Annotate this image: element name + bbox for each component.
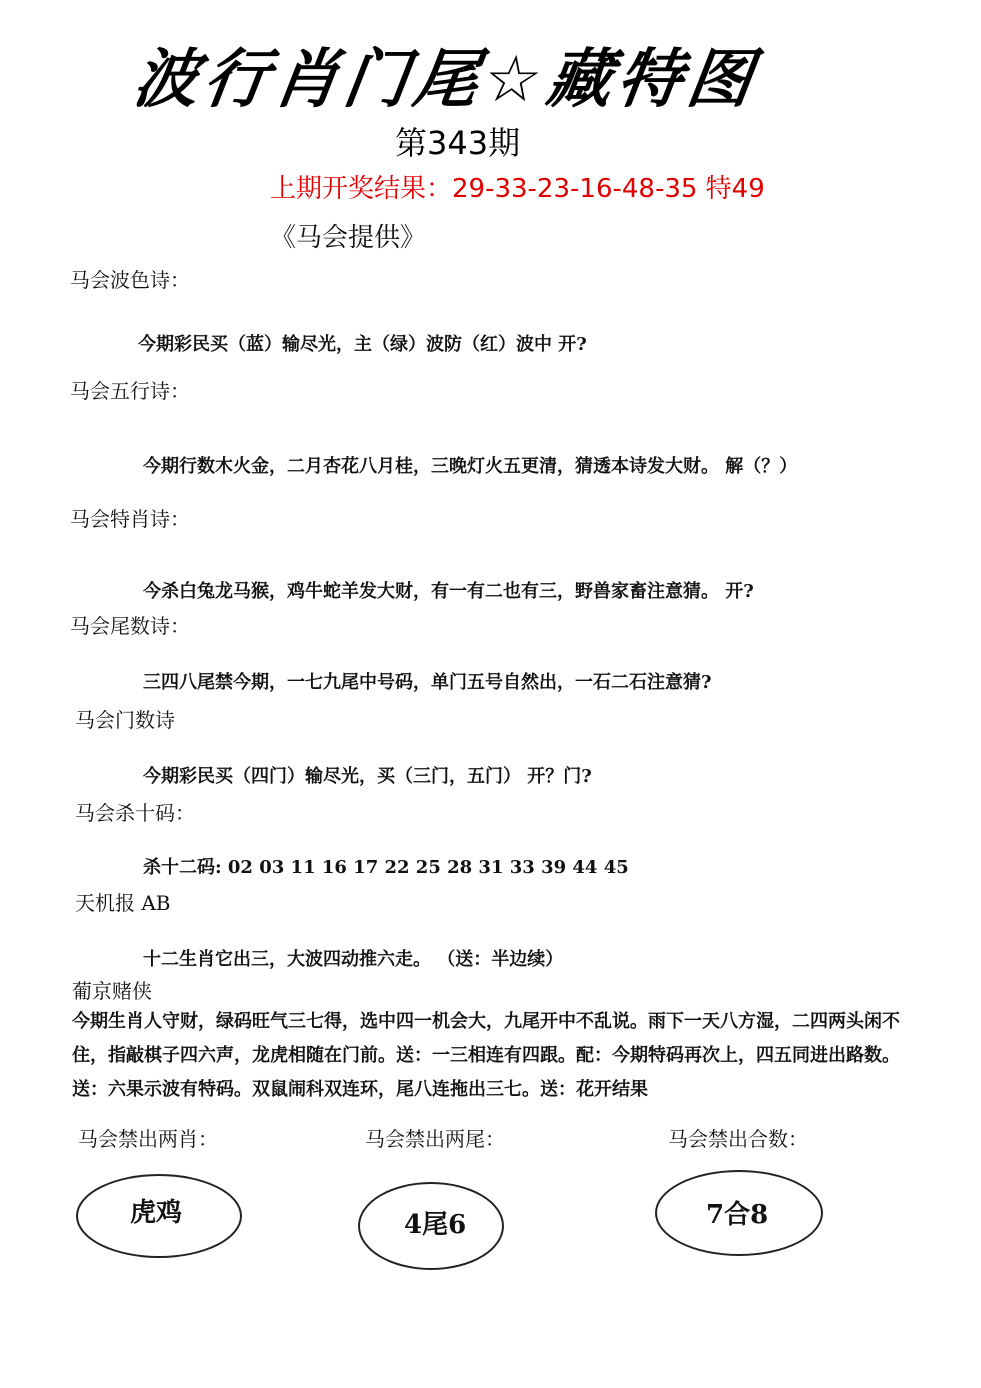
section-text-tianji: 十二生肖它出三，大波四动推六走。 （送：半边续） [143,949,564,970]
section-text-wave-color: 今期彩民买（蓝）输尽光，主（绿）波防（红）波中 开? [138,334,587,355]
banned-zodiac-label: 马会禁出两肖： [78,1127,218,1151]
section-heading-tianji: 天机报 AB [75,891,171,915]
banned-zodiac-value: 虎鸡 [130,1198,183,1228]
section-heading-five-elements: 马会五行诗： [70,379,190,403]
banned-tail-value: 4尾6 [404,1210,467,1240]
section-text-five-elements: 今期行数木火金，二月杏花八月桂，三晚灯火五更清，猜透本诗发大财。 解（？） [143,456,798,477]
banned-tail-label: 马会禁出两尾： [365,1127,505,1151]
banned-sum-value: 7合8 [706,1200,769,1230]
section-heading-tail-number: 马会尾数诗： [70,614,190,638]
page-title: 波行肖门尾☆藏特图 [128,43,763,117]
pujing-paragraph: 今期生肖人守财，绿码旺气三七得，选中四一机会大，九尾开中不乱说。雨下一天八方湿，二四两头闲不住，指敲棋子四六声，龙虎相随在门前。送：一三相连有四跟。配：今期特码再次上，四五同进出路数。送：六果示波有特码。双鼠闹科双连环，尾八连拖出三七。送：花开结果 [72,1011,900,1100]
banned-sum-label: 马会禁出合数： [668,1127,808,1151]
section-heading-special-zodiac: 马会特肖诗： [70,507,190,531]
issue-number: 第343期 [395,124,521,162]
section-text-tail-number: 三四八尾禁今期，一七九尾中号码，单门五号自然出，一石二石注意猜? [143,672,712,693]
section-heading-wave-color: 马会波色诗： [70,268,190,292]
section-heading-door-number: 马会门数诗 [75,708,175,732]
provider-label: 《马会提供》 [270,223,427,253]
last-draw-result: 上期开奖结果：29-33-23-16-48-35 特49 [270,174,765,204]
section-text-door-number: 今期彩民买（四门）输尽光，买（三门，五门） 开？门? [143,766,592,787]
pujing-heading: 葡京赌侠 [72,979,152,1003]
section-heading-kill-ten: 马会杀十码： [75,801,195,825]
section-text-kill-ten: 杀十二码: 02 03 11 16 17 22 25 28 31 33 39 44 45 [143,857,629,878]
section-text-special-zodiac: 今杀白兔龙马猴，鸡牛蛇羊发大财，有一有二也有三，野兽家畜注意猜。 开? [143,581,754,602]
